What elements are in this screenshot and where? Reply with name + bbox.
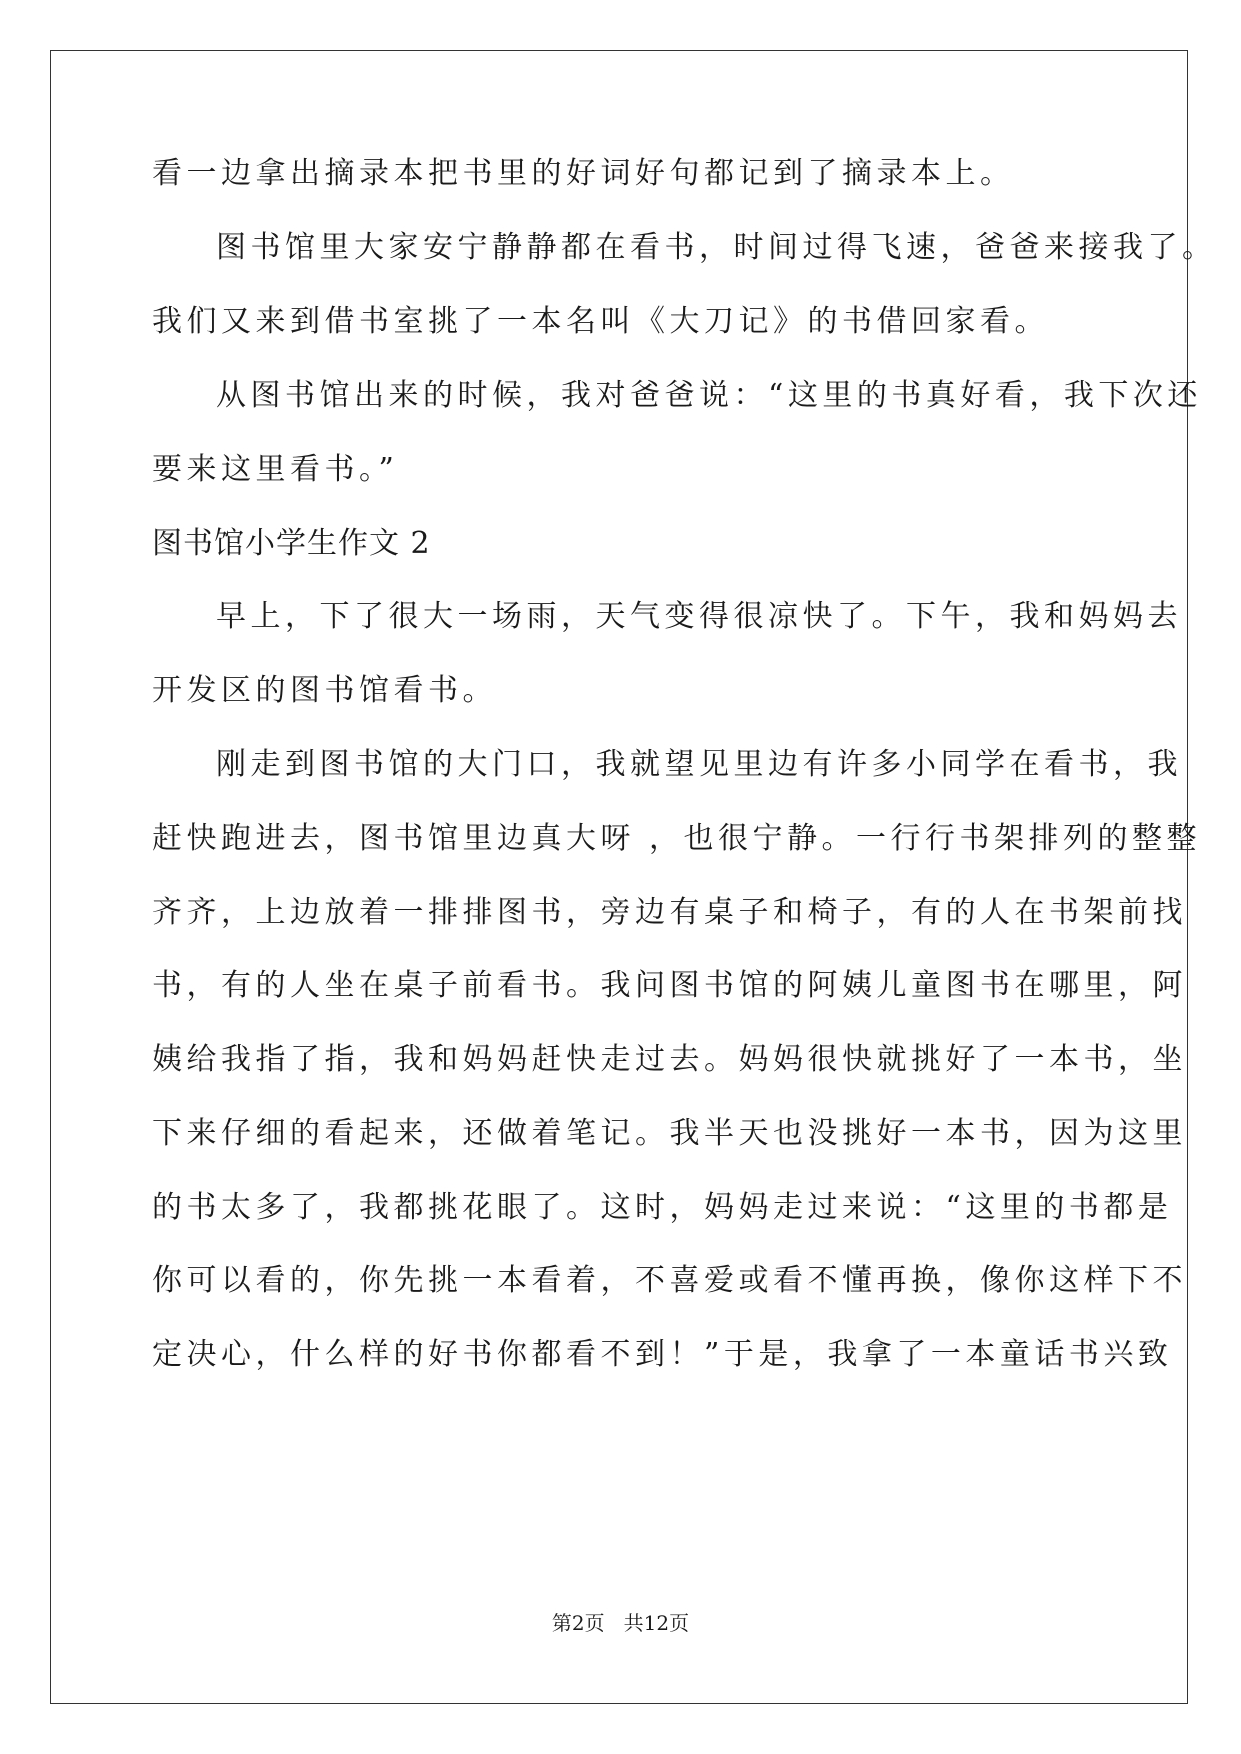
section-heading: 图书馆小学生作文 2 xyxy=(152,526,431,561)
text-line: 看一边拿出摘录本把书里的好词好句都记到了摘录本上。 xyxy=(152,156,1015,191)
text-line: 我们又来到借书室挑了一本名叫《大刀记》的书借回家看。 xyxy=(152,304,1049,339)
text-line: 姨给我指了指，我和妈妈赶快走过去。妈妈很快就挑好了一本书，坐 xyxy=(152,1042,1187,1077)
text-line: 图书馆里大家安宁静静都在看书，时间过得飞速，爸爸来接我了。 xyxy=(216,230,1217,265)
text-line: 书，有的人坐在桌子前看书。我问图书馆的阿姨儿童图书在哪里，阿 xyxy=(152,968,1187,1003)
text-line: 的书太多了，我都挑花眼了。这时，妈妈走过来说：“这里的书都是 xyxy=(152,1190,1173,1225)
text-line: 要来这里看书。” xyxy=(152,452,399,487)
text-line: 早上，下了很大一场雨，天气变得很凉快了。下午，我和妈妈去 xyxy=(216,599,1182,634)
text-line: 从图书馆出来的时候，我对爸爸说：“这里的书真好看，我下次还 xyxy=(216,378,1202,413)
text-line: 赶快跑进去，图书馆里边真大呀 ，也很宁静。一行行书架排列的整整 xyxy=(152,821,1202,856)
text-line: 刚走到图书馆的大门口，我就望见里边有许多小同学在看书，我 xyxy=(216,747,1182,782)
page-footer: 第2页 共12页 xyxy=(551,1611,690,1635)
text-line: 你可以看的，你先挑一本看着，不喜爱或看不懂再换，像你这样下不 xyxy=(152,1263,1187,1298)
text-line: 下来仔细的看起来，还做着笔记。我半天也没挑好一本书，因为这里 xyxy=(152,1116,1187,1151)
text-line: 齐齐，上边放着一排排图书，旁边有桌子和椅子，有的人在书架前找 xyxy=(152,895,1187,930)
page-border xyxy=(50,50,1188,1704)
text-line: 开发区的图书馆看书。 xyxy=(152,673,497,708)
text-line: 定决心，什么样的好书你都看不到！”于是，我拿了一本童话书兴致 xyxy=(152,1337,1173,1372)
